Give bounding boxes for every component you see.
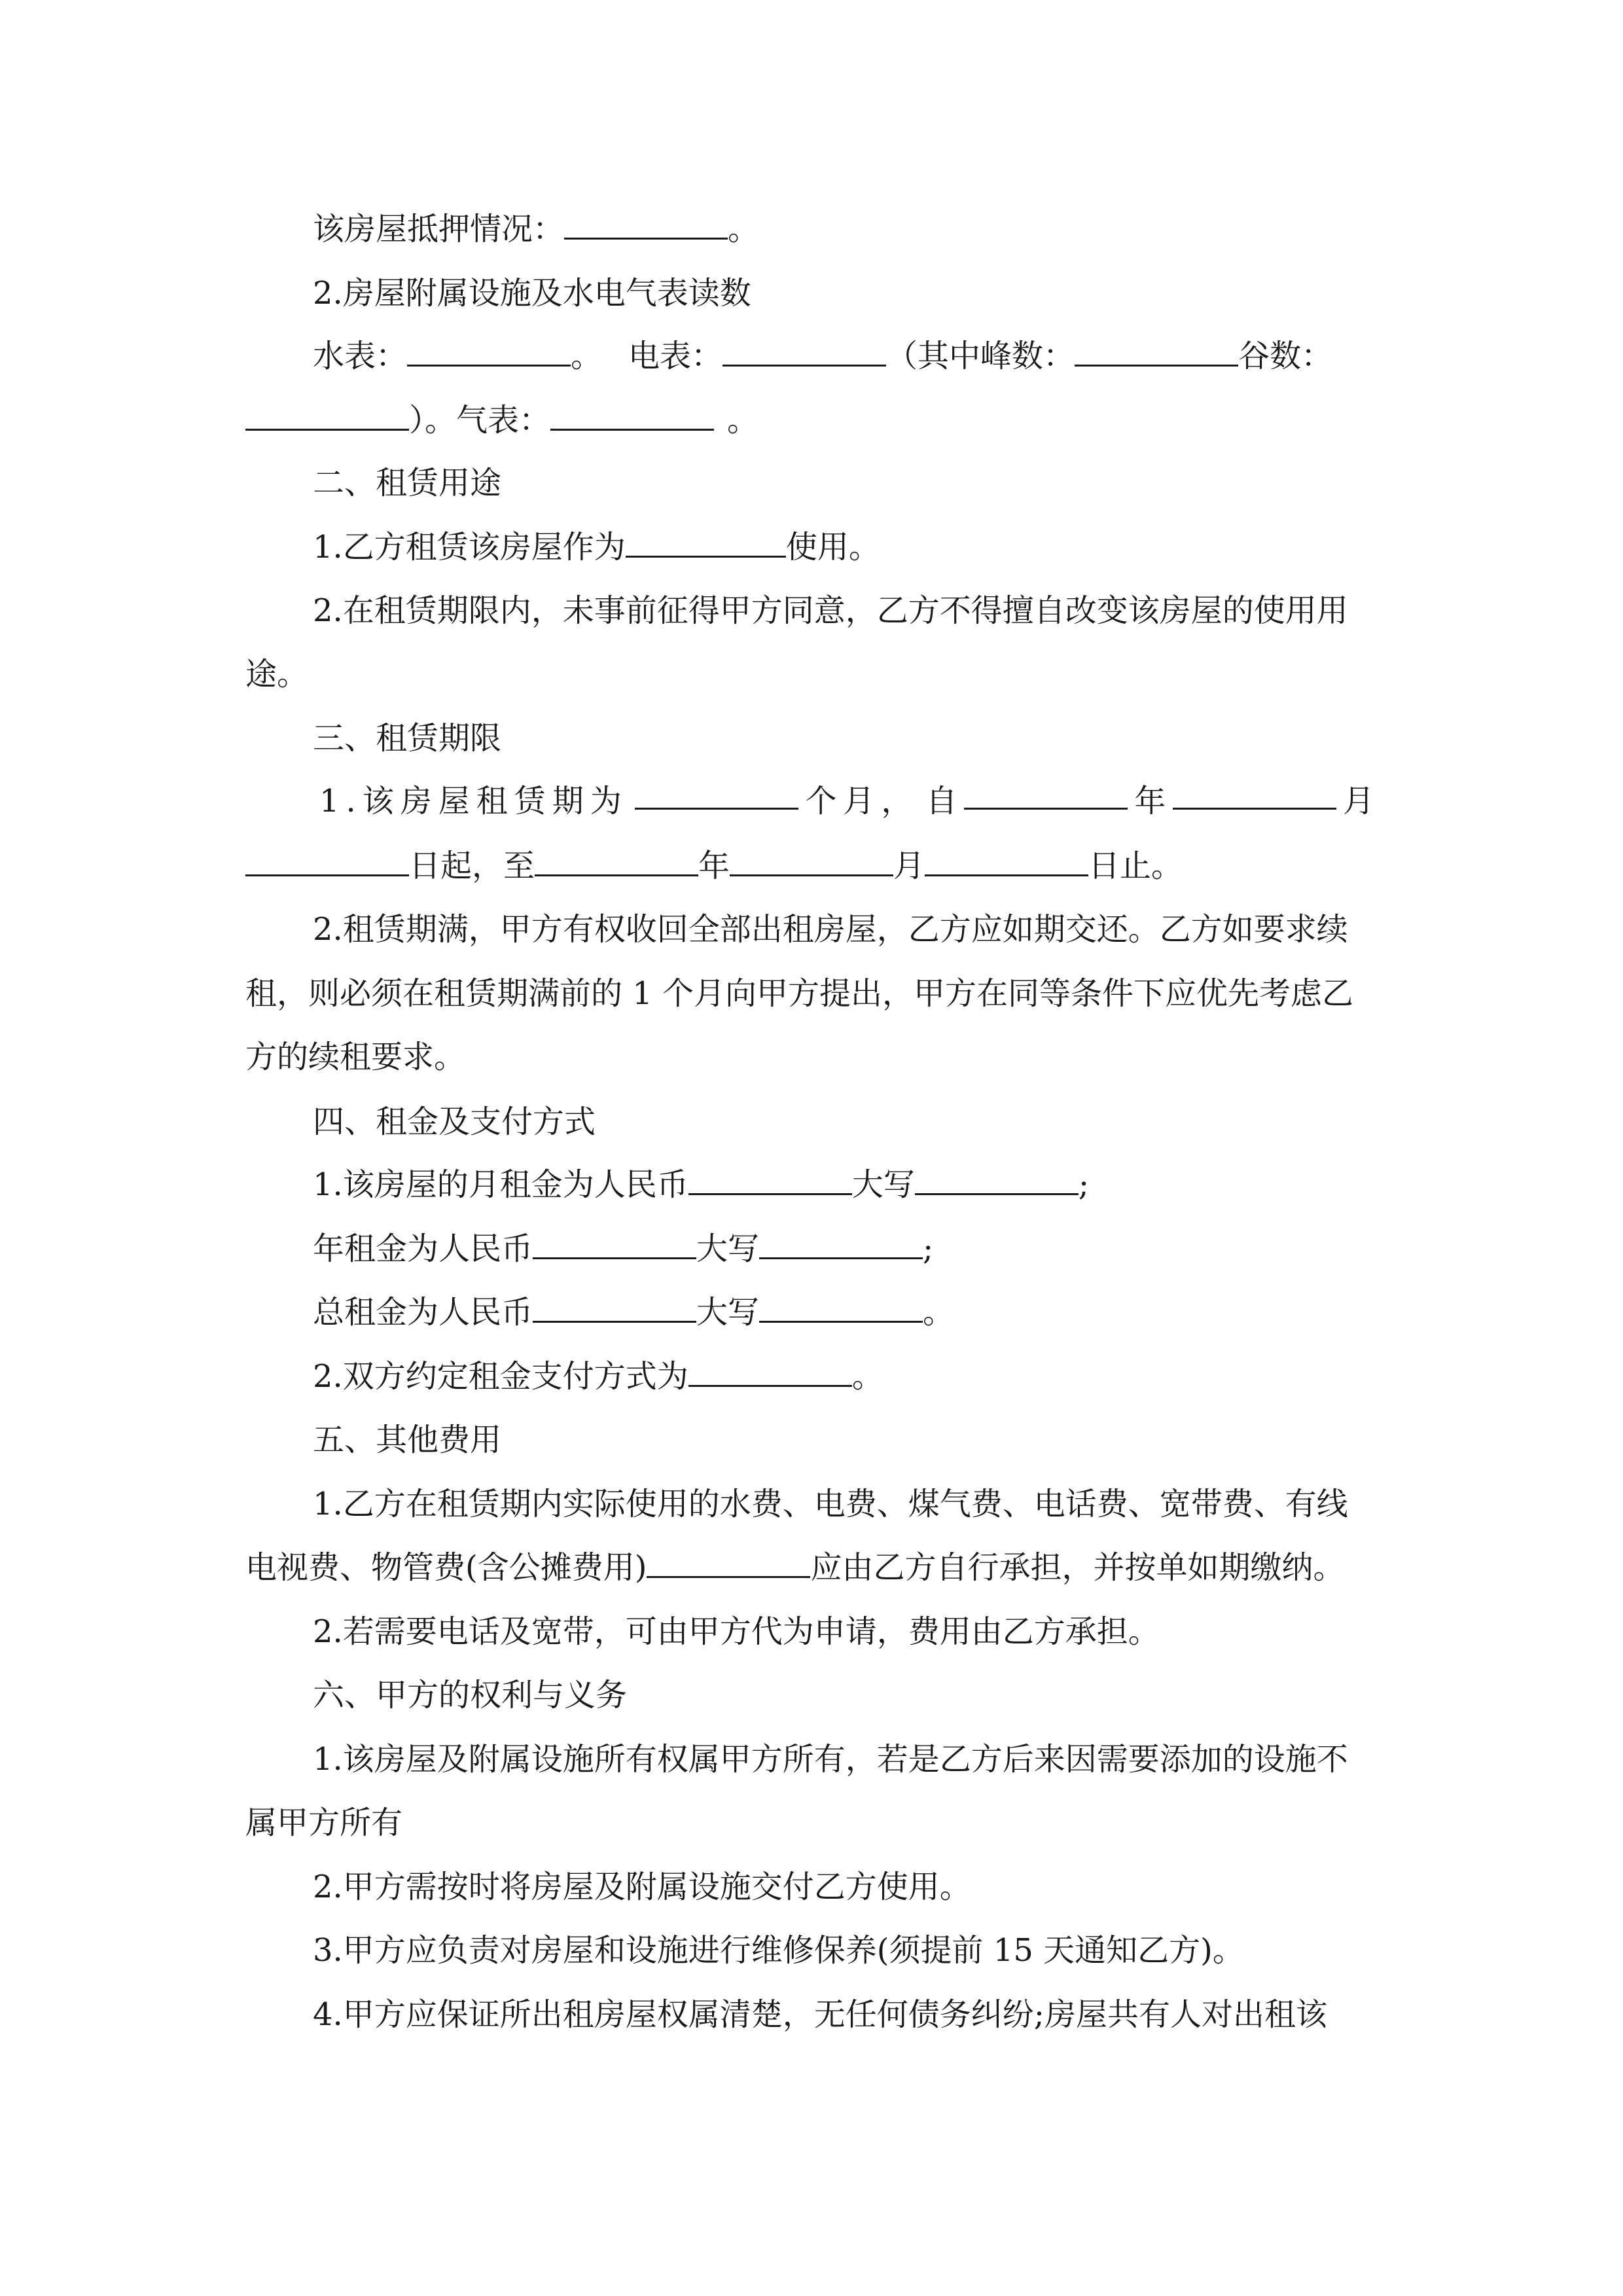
usage-label: 1.乙方租赁该房屋作为 (313, 529, 626, 565)
start-day-blank (245, 848, 409, 876)
section-6-item-4: 4.甲方应保证所出租房屋权属清楚，无任何债务纠纷;房屋共有人对出租该 (313, 1996, 1327, 2033)
months-label: 个月， (805, 783, 919, 819)
annual-rent-label: 年租金为人民币 (313, 1230, 533, 1267)
section-5-item-1-line-1: 1.乙方在租赁期内实际使用的水费、电费、煤气费、电话费、宽带费、有线 (313, 1486, 1348, 1522)
peak-blank (1075, 338, 1238, 367)
section-3-item-2-line-1: 2.租赁期满，甲方有权收回全部出租房屋，乙方应如期交还。乙方如要求续 (313, 911, 1348, 948)
total-rent-daxie-label: 大写 (696, 1294, 760, 1331)
section-6-heading: 六、甲方的权利与义务 (313, 1677, 628, 1713)
total-rent-blank (533, 1295, 696, 1323)
section-6-item-1-line-1: 1.该房屋及附属设施所有权属甲方所有，若是乙方后来因需要添加的设施不 (313, 1741, 1348, 1778)
start-year-blank (964, 781, 1128, 810)
end-day-blank (925, 848, 1088, 876)
water-meter-blank (407, 338, 571, 367)
monthly-rent-line (313, 1165, 1089, 1204)
section-5-heading: 五、其他费用 (313, 1422, 502, 1458)
annual-rent-daxie-label: 大写 (696, 1230, 760, 1267)
section-5-item-1-line-2 (245, 1548, 1344, 1587)
monthly-rent-end: ; (1078, 1166, 1089, 1203)
end-year-blank (535, 848, 698, 876)
section-3-heading: 三、租赁期限 (313, 720, 502, 757)
section-2-heading: 二、租赁用途 (313, 465, 502, 501)
fees-end: 应由乙方自行承担，并按单如期缴纳。 (810, 1549, 1345, 1586)
section-6-item-2: 2.甲方需按时将房屋及附属设施交付乙方使用。 (313, 1869, 971, 1905)
section-4-heading: 四、租金及支付方式 (313, 1103, 596, 1140)
section-6-item-3: 3.甲方应负责对房屋和设施进行维修保养(须提前 15 天通知乙方)。 (313, 1932, 1244, 1969)
valley-blank (245, 403, 409, 431)
gas-meter-blank (550, 403, 714, 431)
total-rent-end: 。 (923, 1294, 955, 1331)
section-3-item-2-line-2: 租，则必须在租赁期满前的 1 个月向甲方提出，甲方在同等条件下应优先考虑乙 (245, 975, 1354, 1012)
monthly-rent-label: 1.该房屋的月租金为人民币 (313, 1166, 688, 1203)
section-3-item-1-line-1 (319, 781, 1374, 821)
gas-meter-label: ）。气表： (409, 402, 551, 439)
gas-meter-end: 。 (727, 402, 759, 439)
start-day-label: 日起，至 (409, 848, 535, 884)
water-meter-label: 水表： (313, 338, 408, 374)
mortgage-line (313, 209, 759, 249)
fees-blank (647, 1550, 810, 1578)
monthly-rent-daxie-blank (915, 1167, 1079, 1195)
term-months-blank (635, 781, 798, 810)
end-month-blank (730, 848, 893, 876)
end-day-label: 日止。 (1088, 848, 1183, 884)
payment-method-label: 2.双方约定租金支付方式为 (313, 1358, 688, 1395)
annual-rent-daxie-blank (759, 1231, 923, 1259)
term-label: 1.该房屋租赁期为 (319, 783, 628, 819)
total-rent-line (313, 1293, 954, 1332)
section-6-item-1-line-2: 属甲方所有 (245, 1804, 403, 1841)
section-2-item-2-line-1: 2.在租赁期限内，未事前征得甲方同意，乙方不得擅自改变该房屋的使用用 (313, 592, 1348, 629)
payment-method-end: 。 (851, 1358, 883, 1395)
mortgage-label: 该房屋抵押情况： (313, 211, 565, 247)
annual-rent-line (313, 1229, 933, 1268)
start-month-label: 月 (1342, 783, 1374, 819)
monthly-rent-blank (688, 1167, 852, 1195)
section-3-item-2-line-3: 方的续租要求。 (245, 1039, 466, 1075)
monthly-rent-daxie-label: 大写 (851, 1166, 915, 1203)
electric-meter-label: 电表： (628, 338, 723, 374)
mortgage-end: 。 (728, 211, 760, 247)
annual-rent-end: ; (923, 1230, 934, 1267)
payment-method-blank (688, 1359, 852, 1387)
meters-line-2 (245, 401, 758, 440)
meters-line-1 (313, 336, 1332, 376)
electric-meter-blank (722, 338, 886, 367)
total-rent-label: 总租金为人民币 (313, 1294, 533, 1331)
section-5-item-2: 2.若需要电话及宽带，可由甲方代为申请，费用由乙方承担。 (313, 1613, 1160, 1650)
section-3-item-1-line-2 (245, 846, 1183, 886)
section-2-item-1 (313, 528, 880, 567)
usage-end: 使用。 (785, 529, 880, 565)
end-year-label: 年 (698, 848, 730, 884)
valley-label: 谷数： (1238, 338, 1333, 374)
mortgage-blank (564, 211, 728, 240)
water-meter-end: 。 (571, 338, 603, 374)
start-year-label: 年 (1134, 783, 1166, 819)
from-label: 自 (925, 783, 957, 819)
section-2-item-2-line-2: 途。 (245, 656, 309, 692)
total-rent-daxie-blank (759, 1295, 923, 1323)
annual-rent-blank (533, 1231, 696, 1259)
peak-label: （其中峰数： (886, 338, 1075, 374)
facilities-heading: 2.房屋附属设施及水电气表读数 (313, 275, 751, 312)
fees-label: 电视费、物管费(含公摊费用) (245, 1549, 647, 1586)
payment-method-line (313, 1357, 883, 1396)
end-month-label: 月 (893, 848, 925, 884)
usage-blank (626, 529, 786, 558)
start-month-blank (1173, 781, 1336, 810)
